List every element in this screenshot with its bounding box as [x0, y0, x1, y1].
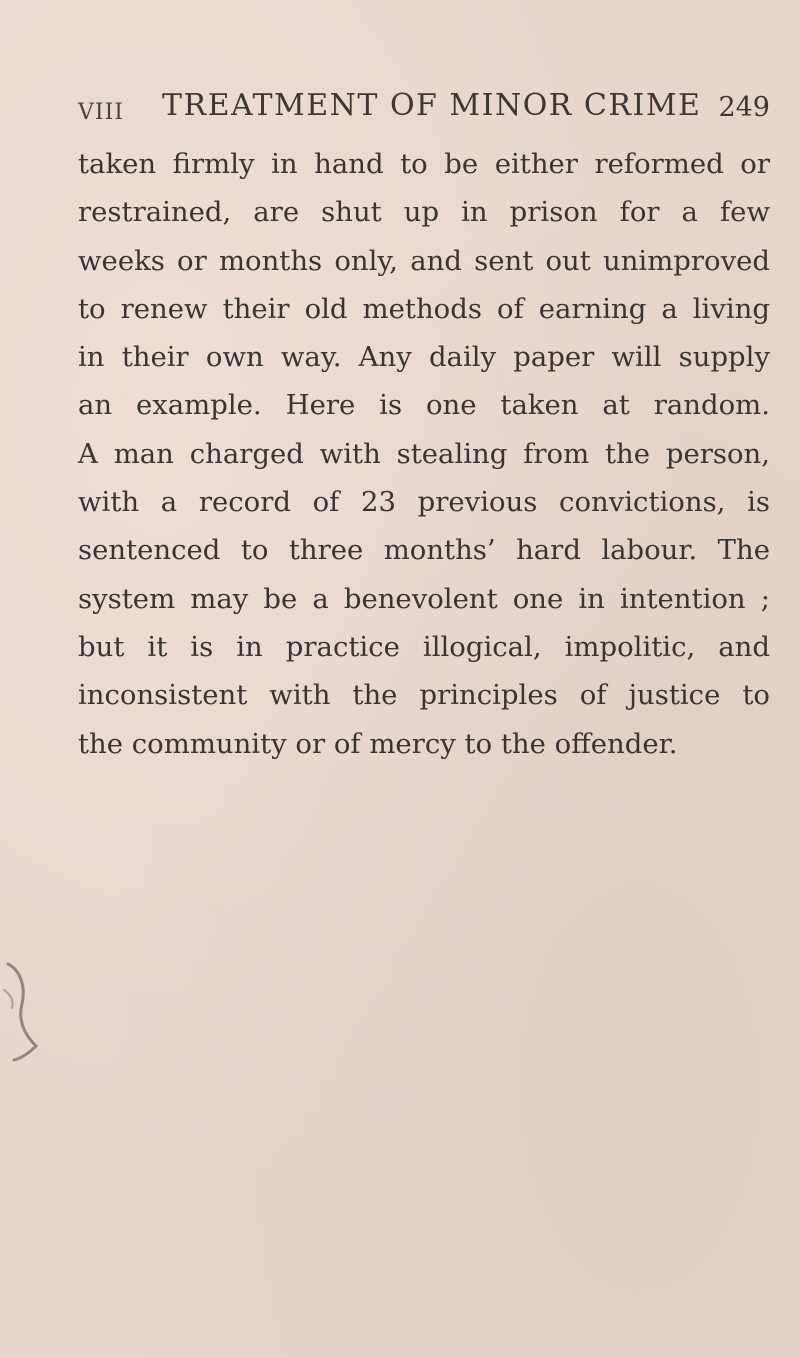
text-line: sentenced to three months’ hard labour. The: [78, 534, 770, 567]
text-line: the community or of mercy to the offender.: [78, 727, 678, 760]
text-line: in their own way. Any daily paper will supply: [78, 341, 770, 374]
text-line: A man charged with stealing from the person,: [78, 437, 770, 470]
running-header: [78, 88, 770, 132]
body-paragraph: [78, 140, 770, 768]
text-line: but it is in practice illogical, impolitic, and: [78, 630, 770, 663]
text-line: restrained, are shut up in prison for a few: [78, 196, 770, 229]
text-line: inconsistent with the principles of justice to: [78, 679, 770, 712]
chapter-number: VIII: [78, 100, 124, 125]
text-line: with a record of 23 previous convictions, is: [78, 486, 770, 519]
text-line: system may be a benevolent one in intention ;: [78, 582, 770, 615]
text-line: to renew their old methods of earning a living: [78, 292, 770, 325]
margin-stain-mark: [0, 960, 44, 1064]
running-title: TREATMENT OF MINOR CRIME: [162, 88, 702, 123]
page-number: 249: [718, 92, 770, 123]
text-line: an example. Here is one taken at random.: [78, 389, 770, 422]
text-line: taken firmly in hand to be either reformed or: [78, 148, 770, 180]
text-line: weeks or months only, and sent out unimproved: [78, 244, 770, 277]
